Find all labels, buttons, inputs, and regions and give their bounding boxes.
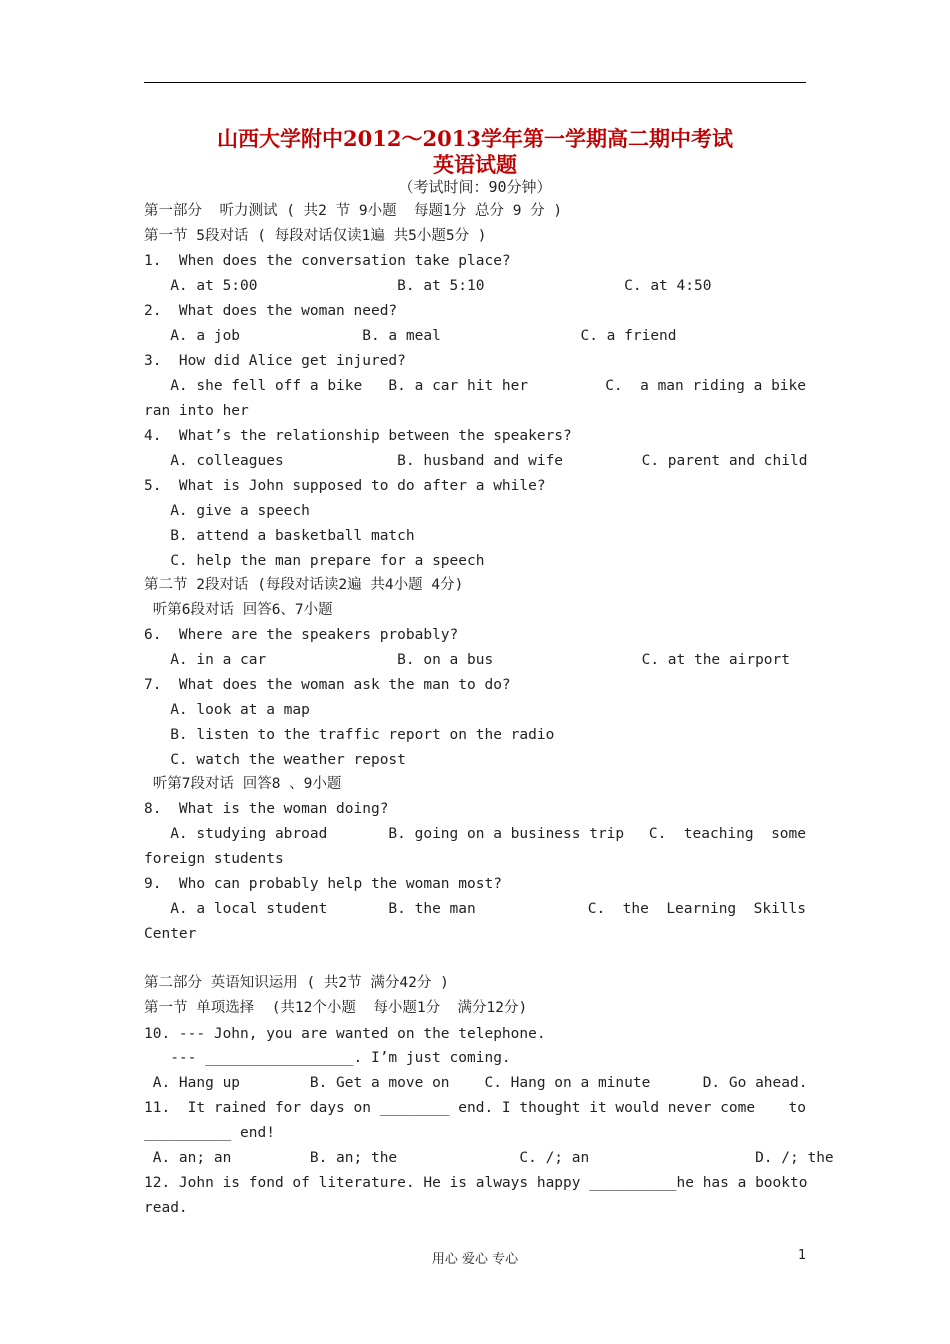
- question-options: [144, 824, 806, 844]
- page-number: 1: [798, 1248, 807, 1263]
- option: A. look at a map: [144, 702, 310, 718]
- question-continuation: read.: [144, 1200, 188, 1216]
- question: 10. --- John, you are wanted on the telephone.: [144, 1026, 546, 1042]
- question-continuation: __________ end!: [144, 1125, 275, 1141]
- section-heading: 第二节 2段对话 (每段对话读2遍 共4小题 4分): [144, 577, 464, 593]
- option-continuation: Center: [144, 926, 197, 942]
- option: B. listen to the traffic report on the radio: [144, 727, 555, 743]
- part-heading: 第二部分 英语知识运用 ( 共2节 满分42分 ): [144, 975, 449, 991]
- option-continuation: ran into her: [144, 403, 249, 419]
- page-footer: 用心 爱心 专心: [431, 1252, 519, 1267]
- exam-title: 山西大学附中2012～2013学年第一学期高二期中考试: [217, 126, 733, 151]
- question-options: A. at 5:00 B. at 5:10 C. at 4:50: [144, 278, 712, 294]
- question-text-end: to: [790, 1175, 808, 1191]
- option-continuation: foreign students: [144, 851, 284, 867]
- question: [144, 1173, 806, 1193]
- question-options: A. in a car B. on a bus C. at the airport: [144, 652, 791, 668]
- option: A. give a speech: [144, 503, 310, 519]
- question-options: A. an; an B. an; the C. /; an D. /; the: [144, 1150, 834, 1166]
- question: 1. When does the conversation take place?: [144, 253, 511, 269]
- question: 3. How did Alice get injured?: [144, 353, 406, 369]
- option: C. watch the weather repost: [144, 752, 406, 768]
- question-text: 12. John is fond of literature. He is always happy __________he has a book: [144, 1175, 791, 1191]
- question-text-end: to: [788, 1100, 806, 1116]
- options-right: C. a man riding a bike: [605, 378, 806, 394]
- options-left: A. she fell off a bike B. a car hit her: [144, 378, 529, 394]
- question: 9. Who can probably help the woman most?: [144, 876, 502, 892]
- question: 6. Where are the speakers probably?: [144, 627, 459, 643]
- question-dialogue: --- _________________. I’m just coming.: [144, 1050, 511, 1066]
- question: 4. What’s the relationship between the speakers?: [144, 428, 572, 444]
- question-options: [144, 899, 806, 919]
- option: C. help the man prepare for a speech: [144, 553, 485, 569]
- question: [144, 1098, 806, 1118]
- option: B. attend a basketball match: [144, 528, 415, 544]
- question: 8. What is the woman doing?: [144, 801, 389, 817]
- options-left: A. studying abroad B. going on a business trip: [144, 826, 625, 842]
- question-text: 11. It rained for days on ________ end. I thought it would never come: [144, 1100, 756, 1116]
- question: 5. What is John supposed to do after a while?: [144, 478, 546, 494]
- question-options: A. a job B. a meal C. a friend: [144, 328, 677, 344]
- question: 2. What does the woman need?: [144, 303, 398, 319]
- question-options: [144, 376, 806, 396]
- dialogue-instruction: 听第7段对话 回答8 、9小题: [144, 776, 342, 792]
- question-options: A. colleagues B. husband and wife C. parent and child: [144, 453, 808, 469]
- options-left: A. a local student B. the man: [144, 901, 476, 917]
- header-rule: [144, 82, 806, 83]
- part-heading: 第一部分 听力测试 ( 共2 节 9小题 每题1分 总分 9 分 ): [144, 203, 563, 219]
- question: 7. What does the woman ask the man to do?: [144, 677, 511, 693]
- options-right: C. the Learning Skills: [587, 901, 806, 917]
- question-options: A. Hang up B. Get a move on C. Hang on a minute D. Go ahead.: [144, 1075, 808, 1091]
- section-heading: 第一节 单项选择 (共12个小题 每小题1分 满分12分): [144, 1000, 528, 1016]
- options-right: C. teaching some: [648, 826, 806, 842]
- exam-time: （考试时间：90分钟）: [398, 178, 552, 196]
- dialogue-instruction: 听第6段对话 回答6、7小题: [144, 602, 333, 618]
- exam-subject: 英语试题: [433, 152, 517, 177]
- section-heading: 第一节 5段对话 ( 每段对话仅读1遍 共5小题5分 ): [144, 228, 487, 244]
